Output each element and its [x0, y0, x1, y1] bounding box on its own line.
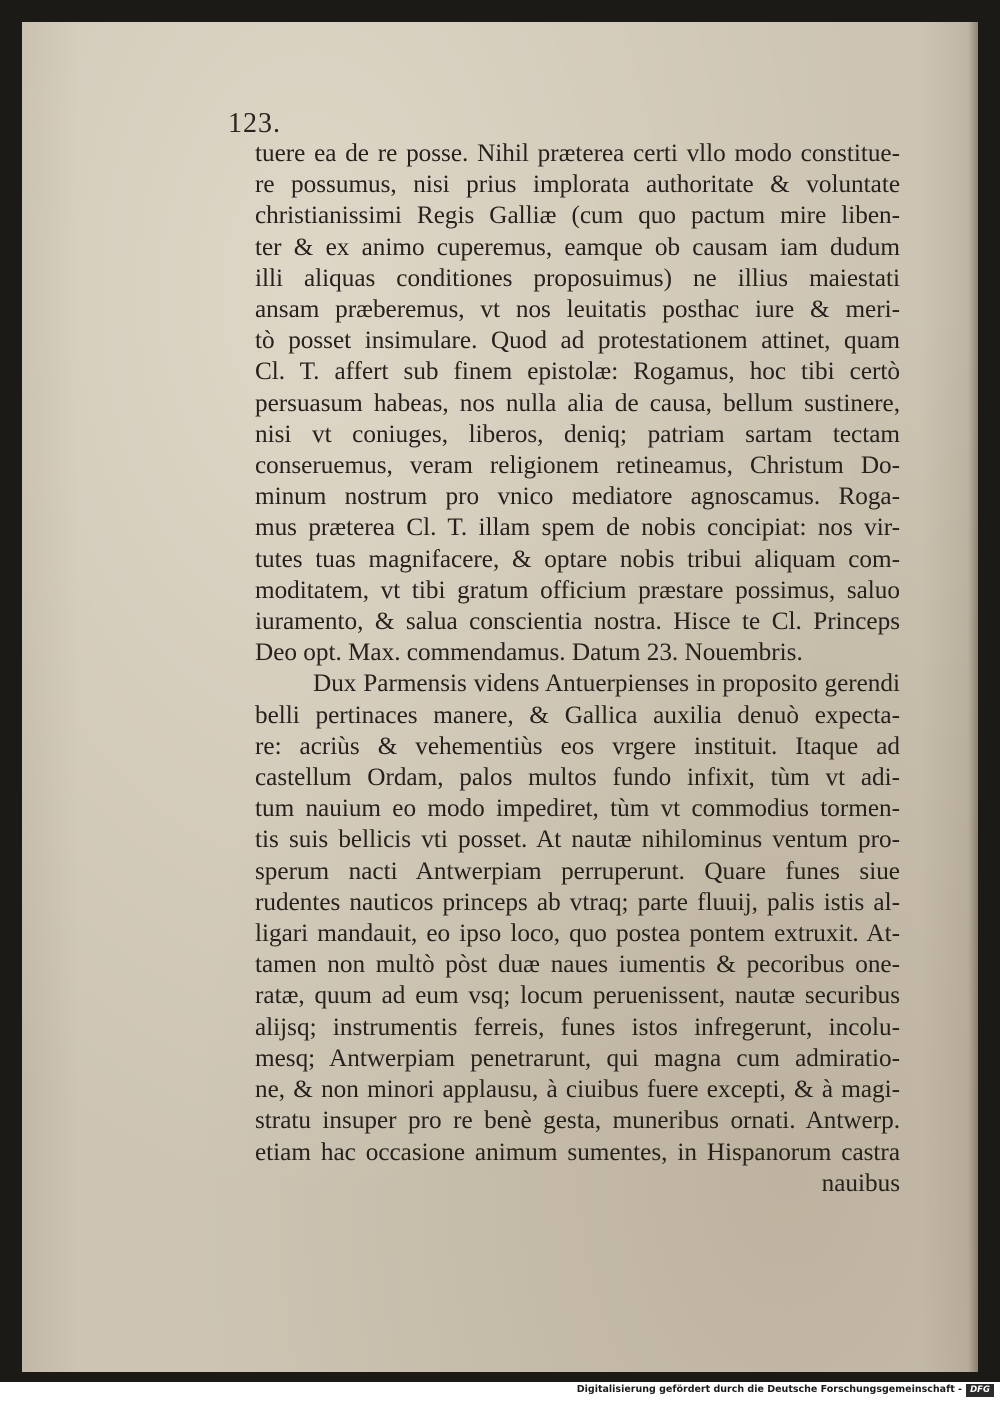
page-number: 123. — [228, 108, 281, 139]
text-line: conseruemus, veram religionem retineamus, Christum Do- — [255, 452, 900, 480]
catchword: nauibus — [821, 1169, 900, 1197]
text-line: tò posset insimulare. Quod ad protestationem attinet, quam — [255, 327, 900, 355]
text-line: castellum Ordam, palos multos fundo infixit, tùm vt adi- — [255, 764, 900, 792]
text-line: rudentes nauticos princeps ab vtraq; parte fluuij, palis istis al- — [255, 888, 900, 916]
text-line: tuere ea de re posse. Nihil præterea certi vllo modo constitue- — [255, 140, 900, 167]
text-line: iuramento, & salua conscientia nostra. Hisce te Cl. Princeps — [255, 608, 900, 636]
text-line: ansam præberemus, vt nos leuitatis posthac iure & meri- — [255, 296, 900, 324]
funding-notice: Digitalisierung gefördert durch die Deutsche Forschungsgemeinschaft - — [576, 1384, 962, 1395]
page-edge-shadow — [968, 22, 978, 1372]
text-line: tis suis bellicis vti posset. At nautæ nihilominus ventum pro- — [255, 826, 900, 854]
text-line: re: acriùs & vehementiùs eos vrgere instituit. Itaque ad — [255, 732, 900, 760]
text-line: ne, & non minori applausu, à ciuibus fuere excepti, & à magi- — [255, 1076, 900, 1104]
text-line: moditatem, vt tibi gratum officium præstare possimus, saluo — [255, 576, 900, 604]
dfg-logo: DFG — [966, 1384, 994, 1397]
text-line: ratæ, quum ad eum vsq; locum peruenissent, nautæ securibus — [255, 982, 900, 1010]
text-line: Deo opt. Max. commendamus. Datum 23. Nouembris. — [255, 639, 803, 667]
text-line: stratu insuper pro re benè gesta, muneribus ornati. Antwerp. — [255, 1107, 900, 1135]
footer-bar — [0, 1382, 1000, 1401]
text-line: re possumus, nisi prius implorata authoritate & voluntate — [255, 171, 900, 199]
text-line: tum nauium eo modo impediret, tùm vt commodius tormen- — [255, 795, 900, 823]
text-line: Cl. T. affert sub finem epistolæ: Rogamus, hoc tibi certò — [255, 358, 900, 386]
text-line: ter & ex animo cuperemus, eamque ob causam iam dudum — [255, 233, 900, 261]
text-line: minum nostrum pro vnico mediatore agnoscamus. Roga- — [255, 483, 900, 511]
text-line: illi aliquas conditiones proposuimus) ne illius maiestati — [255, 264, 900, 292]
text-line: sperum nacti Antwerpiam perruperunt. Quare funes siue — [255, 857, 900, 885]
body-text — [255, 138, 900, 1199]
text-line: etiam hac occasione animum sumentes, in Hispanorum castra — [255, 1138, 900, 1166]
text-line: mesq; Antwerpiam penetrarunt, qui magna cum admiratio- — [255, 1044, 900, 1072]
text-line: christianissimi Regis Galliæ (cum quo pactum mire liben- — [255, 202, 900, 230]
text-line: belli pertinaces manere, & Gallica auxilia denuò expecta- — [255, 701, 900, 729]
paragraph-start-line: Dux Parmensis videns Antuerpienses in proposito gerendi — [313, 670, 900, 698]
text-line: tamen non multò pòst duæ naues iumentis & pecoribus one- — [255, 951, 900, 979]
text-line: ligari mandauit, eo ipso loco, quo postea pontem extruxit. At- — [255, 920, 900, 948]
text-line: persuasum habeas, nos nulla alia de causa, bellum sustinere, — [255, 389, 900, 417]
text-line: mus præterea Cl. T. illam spem de nobis concipiat: nos vir- — [255, 514, 900, 542]
text-line: alijsq; instrumentis ferreis, funes istos infregerunt, incolu- — [255, 1013, 900, 1041]
text-line: tutes tuas magnifacere, & optare nobis tribui aliquam com- — [255, 545, 900, 573]
text-line: nisi vt coniuges, liberos, deniq; patriam sartam tectam — [255, 420, 900, 448]
